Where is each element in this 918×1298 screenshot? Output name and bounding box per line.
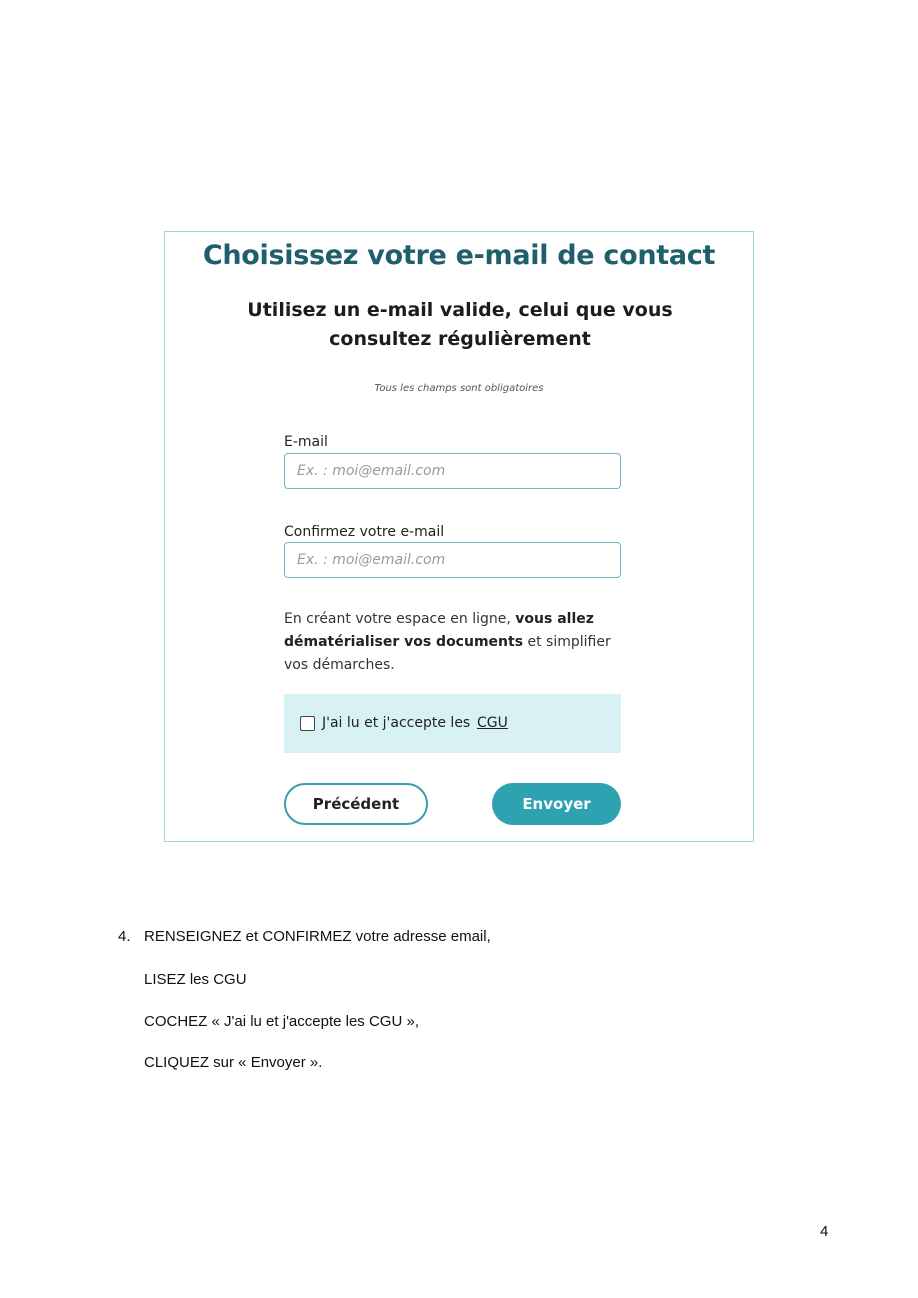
previous-button[interactable]: Précédent <box>284 783 428 825</box>
cgu-box <box>284 694 621 753</box>
info-text-bold: vous allez dématérialiser vos documents <box>284 611 594 650</box>
send-button[interactable]: Envoyer <box>492 783 621 825</box>
cgu-link[interactable]: CGU <box>477 715 508 731</box>
info-text <box>284 608 629 677</box>
info-text-part2: et simplifier vos démarches. <box>284 634 611 673</box>
confirm-email-field[interactable] <box>284 542 621 578</box>
instruction-line-4: CLIQUEZ sur « Envoyer ». <box>144 1054 323 1071</box>
email-field[interactable] <box>284 453 621 489</box>
info-text-part1: En créant votre espace en ligne, <box>284 611 516 627</box>
form-title: Choisissez votre e-mail de contact <box>202 240 716 271</box>
email-label: E-mail <box>284 434 328 450</box>
form-screenshot <box>164 231 754 842</box>
instruction-line-3: COCHEZ « J'ai lu et j'accepte les CGU », <box>144 1013 419 1030</box>
form-subtitle: Utilisez un e-mail valide, celui que vous consultez régulièrement <box>247 299 673 350</box>
instruction-line-1: RENSEIGNEZ et CONFIRMEZ votre adresse email, <box>144 928 491 945</box>
cgu-checkbox-label[interactable]: J'ai lu et j'accepte les <box>322 715 471 731</box>
confirm-email-label: Confirmez votre e-mail <box>284 524 445 540</box>
cgu-checkbox[interactable] <box>300 716 315 731</box>
step-number: 4. <box>118 928 131 945</box>
instruction-line-2: LISEZ les CGU <box>144 971 247 988</box>
required-note: Tous les champs sont obligatoires <box>374 383 544 394</box>
page-number: 4 <box>820 1223 829 1240</box>
